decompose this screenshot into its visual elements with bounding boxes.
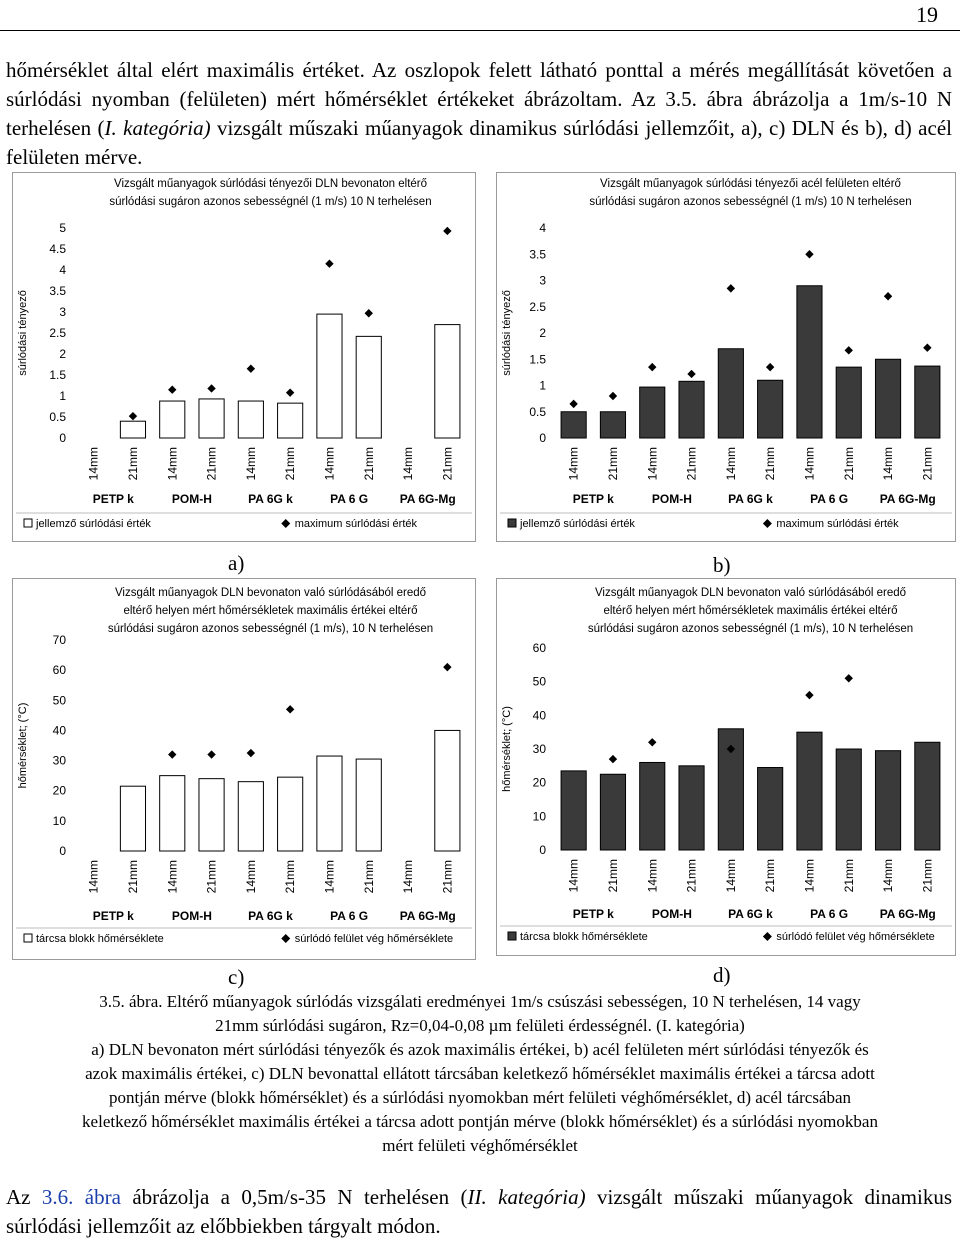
outro-c: vizsgált műszaki műanyagok dinamikus súrlódási jellemzőit az előbbiekben tárgyalt módon. xyxy=(6,1185,952,1238)
y-tick-label: 3.5 xyxy=(49,284,66,298)
x-category-label: 14mm xyxy=(802,859,817,893)
y-tick-label: 2 xyxy=(59,347,66,361)
legend-marker-label: súrlódó felület vég hőmérséklete xyxy=(294,933,454,945)
caption-line-7: mért felületi véghőmérséklet xyxy=(382,1136,578,1155)
x-category-label: 21mm xyxy=(920,447,935,481)
y-tick-label: 70 xyxy=(52,633,66,647)
bar xyxy=(797,732,822,850)
x-group-label: PA 6G k xyxy=(248,492,293,506)
y-tick-label: 5 xyxy=(59,221,66,235)
y-tick-label: 50 xyxy=(52,693,66,708)
x-category-label: 21mm xyxy=(440,860,455,894)
x-category-label: 14mm xyxy=(881,859,896,893)
bar xyxy=(915,366,940,438)
chart-title-line: Vizsgált műanyagok súrlódási tényezői acél felületen eltérő xyxy=(600,178,901,190)
y-tick-label: 1.5 xyxy=(49,368,66,382)
x-group-label: PA 6G-Mg xyxy=(399,909,456,923)
chart-frame xyxy=(13,579,476,960)
x-category-label: 21mm xyxy=(841,447,856,481)
legend-bar-label: jellemző súrlódási érték xyxy=(520,518,635,530)
x-category-label: 14mm xyxy=(322,860,337,894)
bar xyxy=(561,412,586,438)
intro-paragraph xyxy=(6,56,952,172)
bar xyxy=(600,774,625,850)
x-group-label: PETP k xyxy=(572,492,614,506)
figure-3-6-reference[interactable]: 3.6. ábra xyxy=(41,1185,121,1209)
figure-b xyxy=(496,172,956,547)
bar xyxy=(160,776,185,851)
y-tick-label: 40 xyxy=(532,708,546,723)
bar xyxy=(317,314,342,438)
x-category-label: 21mm xyxy=(841,859,856,893)
x-category-label: 14mm xyxy=(401,447,416,481)
y-axis-label: súrlódási tényező xyxy=(501,290,513,376)
x-category-label: 21mm xyxy=(440,447,455,481)
x-category-label: 14mm xyxy=(86,447,101,481)
x-group-label: POM-H xyxy=(651,492,692,506)
x-category-label: 21mm xyxy=(361,447,376,481)
chart-d xyxy=(496,578,956,956)
x-category-label: 14mm xyxy=(645,859,660,893)
x-group-label: PA 6 G xyxy=(810,492,849,506)
x-group-label: PA 6G k xyxy=(728,492,773,506)
x-group-label: PA 6 G xyxy=(810,907,849,921)
y-axis-label: hőmérséklet; (°C) xyxy=(501,706,513,792)
x-group-label: PA 6G-Mg xyxy=(879,492,936,506)
bar xyxy=(797,286,822,438)
legend-bar-swatch xyxy=(508,932,516,940)
intro-sentence-2-italic: I. kategória) xyxy=(104,116,211,140)
x-category-label: 14mm xyxy=(566,859,581,893)
x-category-label: 21mm xyxy=(763,859,778,893)
y-tick-label: 2.5 xyxy=(529,299,546,314)
caption-line-1: 3.5. ábra. Eltérő műanyagok súrlódás vizsgálati eredményei 1m/s csúszási sebességen, 10 N terhelésen, 14 vagy xyxy=(99,992,861,1011)
y-tick-label: 0 xyxy=(539,431,546,445)
x-category-label: 21mm xyxy=(605,447,620,481)
figure-d xyxy=(496,578,956,961)
figure-caption xyxy=(0,990,960,1158)
bar xyxy=(356,759,381,851)
bar xyxy=(640,762,665,850)
x-category-label: 14mm xyxy=(723,447,738,481)
bar xyxy=(640,387,665,438)
legend-bar-label: tárcsa blokk hőmérséklete xyxy=(36,933,164,945)
bar xyxy=(317,756,342,851)
y-tick-label: 50 xyxy=(532,674,546,689)
x-category-label: 14mm xyxy=(243,447,258,481)
bar xyxy=(160,401,185,438)
legend-marker-label: súrlódó felület vég hőmérséklete xyxy=(776,931,935,943)
bar xyxy=(915,742,940,850)
x-category-label: 21mm xyxy=(204,860,219,894)
bar xyxy=(435,325,460,438)
bar xyxy=(120,421,145,438)
bar xyxy=(679,766,704,850)
x-category-label: 21mm xyxy=(204,447,219,481)
x-category-label: 21mm xyxy=(763,447,778,481)
bar xyxy=(356,336,381,438)
chart-title-line: Vizsgált műanyagok DLN bevonaton való súrlódásából eredő xyxy=(114,587,427,599)
x-category-label: 14mm xyxy=(723,859,738,893)
x-category-label: 14mm xyxy=(165,860,180,894)
y-tick-label: 0 xyxy=(539,843,546,857)
bar xyxy=(561,771,586,850)
y-tick-label: 30 xyxy=(532,742,546,756)
x-category-label: 21mm xyxy=(283,447,298,481)
y-tick-label: 4 xyxy=(59,263,66,277)
y-tick-label: 0.5 xyxy=(49,410,66,424)
figure-a xyxy=(12,172,476,547)
y-tick-label: 3 xyxy=(539,273,546,288)
y-axis-label: súrlódási tényező xyxy=(17,290,29,376)
y-tick-label: 10 xyxy=(52,813,66,828)
legend-marker-label: maximum súrlódási érték xyxy=(294,518,418,530)
bar xyxy=(758,768,783,850)
bar xyxy=(238,782,263,851)
intro-sentence-1: hőmérséklet által elért maximális értéket. Az oszlopok felett látható ponttal a mérés megállítását követően a súrlódási nyomban (felületen) mért hőmérséklet értékeket ábrázoltam. xyxy=(6,58,952,111)
x-category-label: 14mm xyxy=(645,447,660,481)
chart-title-line: súrlódási sugáron azonos sebességnél (1 m/s) 10 N terhelésen xyxy=(589,196,912,208)
x-group-label: POM-H xyxy=(651,907,692,921)
x-category-label: 21mm xyxy=(920,859,935,893)
y-tick-label: 0.5 xyxy=(529,404,546,419)
x-category-label: 21mm xyxy=(605,859,620,893)
bar xyxy=(836,749,861,850)
y-tick-label: 0 xyxy=(59,844,66,858)
x-category-label: 21mm xyxy=(684,859,699,893)
caption-line-5: pontján mérve (blokk hőmérséklet) és a súrlódási nyomokban mért felületi véghőmérséklet, d) acél tárcsában xyxy=(108,1088,852,1107)
y-tick-label: 10 xyxy=(532,809,546,824)
y-tick-label: 2.5 xyxy=(49,326,66,340)
caption-line-4: azok maximális értékei, c) DLN bevonattal ellátott tárcsában keletkező hőmérséklet maximális értékei a tárcsa adott xyxy=(85,1064,875,1083)
y-tick-label: 60 xyxy=(532,641,546,655)
page-number: 19 xyxy=(916,2,938,27)
x-category-label: 21mm xyxy=(283,860,298,894)
bar xyxy=(199,399,224,438)
x-group-label: PETP k xyxy=(572,907,614,921)
x-group-label: PA 6G-Mg xyxy=(879,907,936,921)
outro-a: Az xyxy=(6,1185,42,1209)
x-group-label: PETP k xyxy=(92,909,134,923)
x-group-label: POM-H xyxy=(171,909,212,923)
y-tick-label: 30 xyxy=(52,753,66,768)
legend-bar-swatch xyxy=(24,519,32,527)
bar xyxy=(120,786,145,851)
legend-bar-swatch xyxy=(24,934,32,942)
bar xyxy=(435,730,460,851)
x-group-label: PA 6 G xyxy=(330,492,369,506)
y-tick-label: 1.5 xyxy=(529,352,546,367)
legend-marker-label: maximum súrlódási érték xyxy=(776,518,899,530)
intro-sentence-2b: vizsgált műszaki műanyagok dinamikus súrlódási jellemzőit, a), c) DLN és b), d) acél felületen mérve. xyxy=(6,116,952,169)
x-group-label: PA 6 G xyxy=(330,909,369,923)
x-category-label: 21mm xyxy=(684,447,699,481)
intro-sentence-2a: Az 3.5. ábra ábrázolja a 1m/s-10 N terhelésen ( xyxy=(6,87,952,140)
x-category-label: 14mm xyxy=(802,447,817,481)
chart-title-line: súrlódási sugáron azonos sebességnél (1 m/s), 10 N terhelésen xyxy=(107,623,434,635)
x-group-label: PA 6G k xyxy=(728,907,773,921)
chart-title-line: Vizsgált műanyagok súrlódási tényezői DLN bevonaton eltérő xyxy=(113,178,428,190)
header-rule xyxy=(0,30,960,31)
x-category-label: 21mm xyxy=(125,860,140,894)
y-tick-label: 4 xyxy=(539,221,546,235)
panel-label-d: d) xyxy=(713,963,731,987)
x-category-label: 21mm xyxy=(361,860,376,894)
y-tick-label: 4.5 xyxy=(49,242,66,256)
y-tick-label: 2 xyxy=(539,326,546,340)
chart-title-line: Vizsgált műanyagok DLN bevonaton való súrlódásából eredő xyxy=(594,587,907,599)
legend-bar-swatch xyxy=(508,519,516,527)
outro-italic: II. kategória) xyxy=(467,1185,586,1209)
x-category-label: 14mm xyxy=(566,447,581,481)
bar xyxy=(600,412,625,438)
caption-line-2: 21mm súrlódási sugáron, Rz=0,04-0,08 µm felületi érdességnél. (I. kategória) xyxy=(215,1016,745,1035)
x-category-label: 14mm xyxy=(322,447,337,481)
chart-title-line: súrlódási sugáron azonos sebességnél (1 m/s), 10 N terhelésen xyxy=(587,623,914,635)
bar xyxy=(875,359,900,438)
chart-b xyxy=(496,172,956,542)
x-category-label: 14mm xyxy=(165,447,180,481)
x-group-label: PETP k xyxy=(92,492,134,506)
y-tick-label: 0 xyxy=(59,431,66,445)
x-category-label: 14mm xyxy=(881,447,896,481)
y-tick-label: 3.5 xyxy=(529,247,546,262)
y-tick-label: 40 xyxy=(52,723,66,738)
y-axis-label: hőmérséklet; (°C) xyxy=(17,702,29,789)
y-tick-label: 1 xyxy=(59,389,66,403)
x-group-label: POM-H xyxy=(171,492,212,506)
chart-title-line: eltérő helyen mért hőmérsékletek maximális értékei eltérő xyxy=(603,605,898,617)
bar xyxy=(836,367,861,438)
x-category-label: 14mm xyxy=(401,860,416,894)
y-tick-label: 1 xyxy=(539,378,546,393)
figure-c xyxy=(12,578,476,965)
chart-c xyxy=(12,578,476,960)
bar xyxy=(278,777,303,851)
bar xyxy=(718,349,743,438)
outro-paragraph xyxy=(6,1183,952,1241)
chart-frame xyxy=(13,173,476,542)
chart-a xyxy=(12,172,476,542)
caption-line-6: keletkező hőmérséklet maximális értékei a tárcsa adott pontján mérve (blokk hőmérséklet) és a súrlódási nyomokban xyxy=(82,1112,878,1131)
y-tick-label: 20 xyxy=(52,783,66,798)
panel-label-c: c) xyxy=(228,965,245,989)
legend-bar-label: jellemző súrlódási érték xyxy=(36,518,151,530)
legend-bar-label: tárcsa blokk hőmérséklete xyxy=(520,931,648,943)
x-category-label: 14mm xyxy=(86,860,101,894)
chart-title-line: eltérő helyen mért hőmérsékletek maximális értékei eltérő xyxy=(123,605,418,617)
bar xyxy=(278,403,303,438)
caption-line-3: a) DLN bevonaton mért súrlódási tényezők és azok maximális értékei, b) acél felületen mért súrlódási tényezők és xyxy=(91,1040,869,1059)
y-tick-label: 60 xyxy=(52,663,66,678)
y-tick-label: 20 xyxy=(532,775,546,790)
panel-label-b: b) xyxy=(713,553,731,577)
x-category-label: 21mm xyxy=(125,447,140,481)
bar xyxy=(679,381,704,438)
x-group-label: PA 6G-Mg xyxy=(399,492,456,506)
x-group-label: PA 6G k xyxy=(248,909,293,923)
x-category-label: 14mm xyxy=(243,860,258,894)
bar xyxy=(875,751,900,850)
y-tick-label: 3 xyxy=(59,305,66,319)
bar xyxy=(238,401,263,438)
chart-title-line: súrlódási sugáron azonos sebességnél (1 m/s) 10 N terhelésen xyxy=(109,196,432,208)
outro-b: ábrázolja a 0,5m/s-35 N terhelésen ( xyxy=(120,1185,468,1209)
bar xyxy=(199,779,224,851)
panel-label-a: a) xyxy=(228,551,245,575)
bar xyxy=(758,380,783,438)
